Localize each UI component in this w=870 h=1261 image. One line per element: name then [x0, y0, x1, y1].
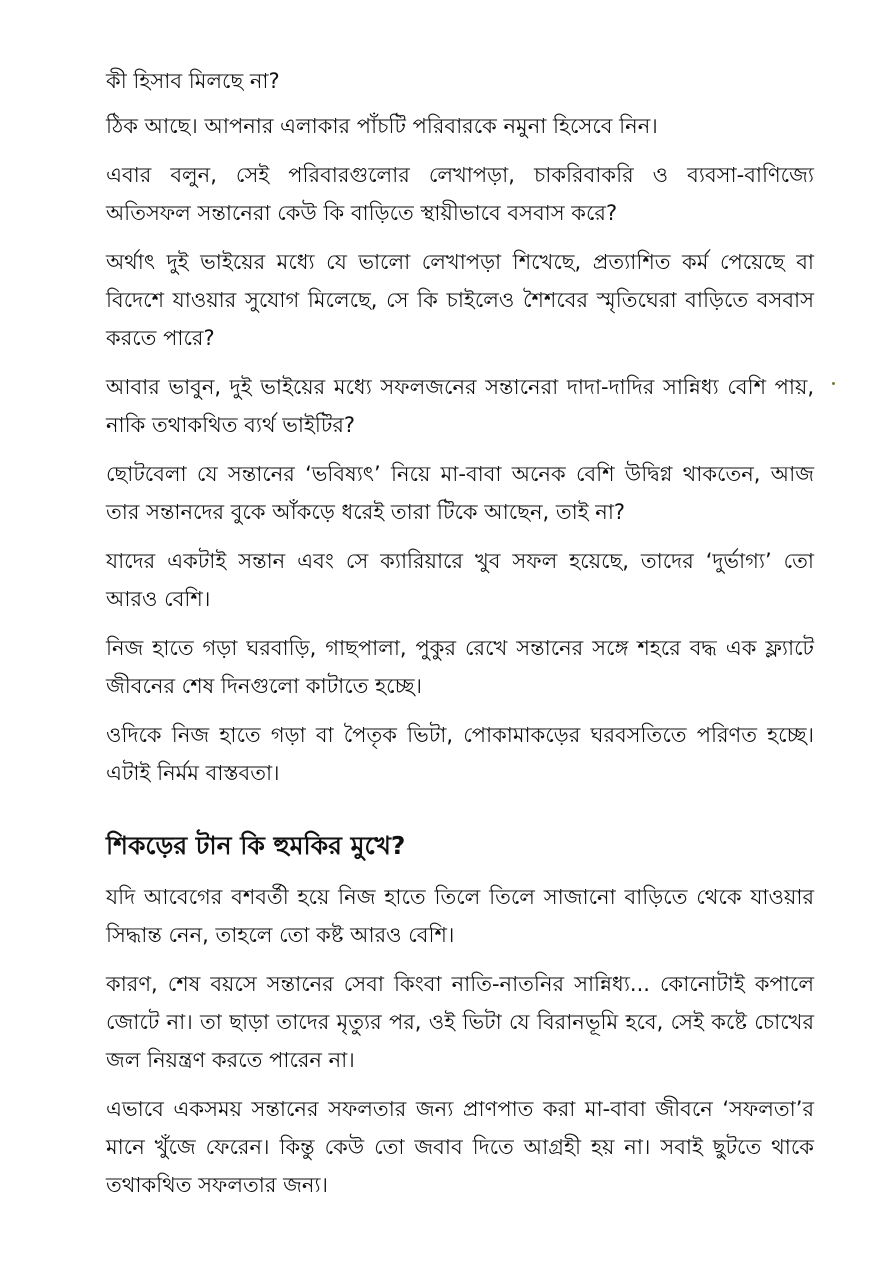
paragraph: অর্থাৎ দুই ভাইয়ের মধ্যে যে ভালো লেখাপড়া শিখেছে, প্রত্যাশিত কর্ম পেয়েছে বা বিদেশে যাওয়ার সুযোগ মিলেছে, সে কি চাইলেও শৈশবের স্মৃতিঘেরা বাড়িতে বসবাস করতে পারে?: [106, 250, 814, 350]
paragraph: কী হিসাব মিলছে না?: [106, 69, 280, 93]
paragraph: যদি আবেগের বশবর্তী হয়ে নিজ হাতে তিলে তিলে সাজানো বাড়িতে থেকে যাওয়ার সিদ্ধান্ত নেন, তাহলে তো কষ্ট আরও বেশি।: [106, 885, 814, 947]
paragraph: কারণ, শেষ বয়সে সন্তানের সেবা কিংবা নাতি-নাতনির সান্নিধ্য... কোনোটাই কপালে জোটে না। তা ছাড়া তাদের মৃত্যুর পর, ওই ভিটা যে বিরানভূমি হবে, সেই কষ্টে চোখের জল নিয়ন্ত্রণ করতে পারেন না।: [106, 972, 814, 1072]
paragraph: যাদের একটাই সন্তান এবং সে ক্যারিয়ারে খুব সফল হয়েছে, তাদের ‘দুর্ভাগ্য’ তো আরও বেশি।: [106, 549, 814, 611]
paragraph: ওদিকে নিজ হাতে গড়া বা পৈতৃক ভিটা, পোকামাকড়ের ঘরবসতিতে পরিণত হচ্ছে। এটাই নির্মম বাস্তবতা।: [106, 723, 814, 785]
paragraph: নিজ হাতে গড়া ঘরবাড়ি, গাছপালা, পুকুর রেখে সন্তানের সঙ্গে শহরে বদ্ধ এক ফ্ল্যাটে জীবনের শেষ দিনগুলো কাটাতে হচ্ছে।: [106, 636, 814, 698]
paragraph: ঠিক আছে। আপনার এলাকার পাঁচটি পরিবারকে নমুনা হিসেবে নিন।: [106, 114, 658, 138]
paragraph: এভাবে একসময় সন্তানের সফলতার জন্য প্রাণপাত করা মা-বাবা জীবনে ‘সফলতা’র মানে খুঁজে ফেরেন। কিন্তু কেউ তো জবাব দিতে আগ্রহী হয় না। সবাই ছুটতে থাকে তথাকথিত সফলতার জন্য।: [106, 1097, 814, 1197]
paragraph: এবার বলুন, সেই পরিবারগুলোর লেখাপড়া, চাকরিবাকরি ও ব্যবসা-বাণিজ্যে অতিসফল সন্তানেরা কেউ কি বাড়িতে স্থায়ীভাবে বসবাস করে?: [106, 163, 814, 225]
paragraph: আবার ভাবুন, দুই ভাইয়ের মধ্যে সফলজনের সন্তানেরা দাদা-দাদির সান্নিধ্য বেশি পায়, নাকি তথাকথিত ব্যর্থ ভাইটির?: [106, 375, 814, 437]
ink-speck: [832, 382, 835, 385]
paragraph: ছোটবেলা যে সন্তানের ‘ভবিষ্যৎ’ নিয়ে মা-বাবা অনেক বেশি উদ্বিগ্ন থাকতেন, আজ তার সন্তানদের বুকে আঁকড়ে ধরেই তারা টিকে আছেন, তাই না?: [106, 462, 814, 524]
section-heading: শিকড়ের টান কি হুমকির মুখে?: [106, 831, 406, 860]
